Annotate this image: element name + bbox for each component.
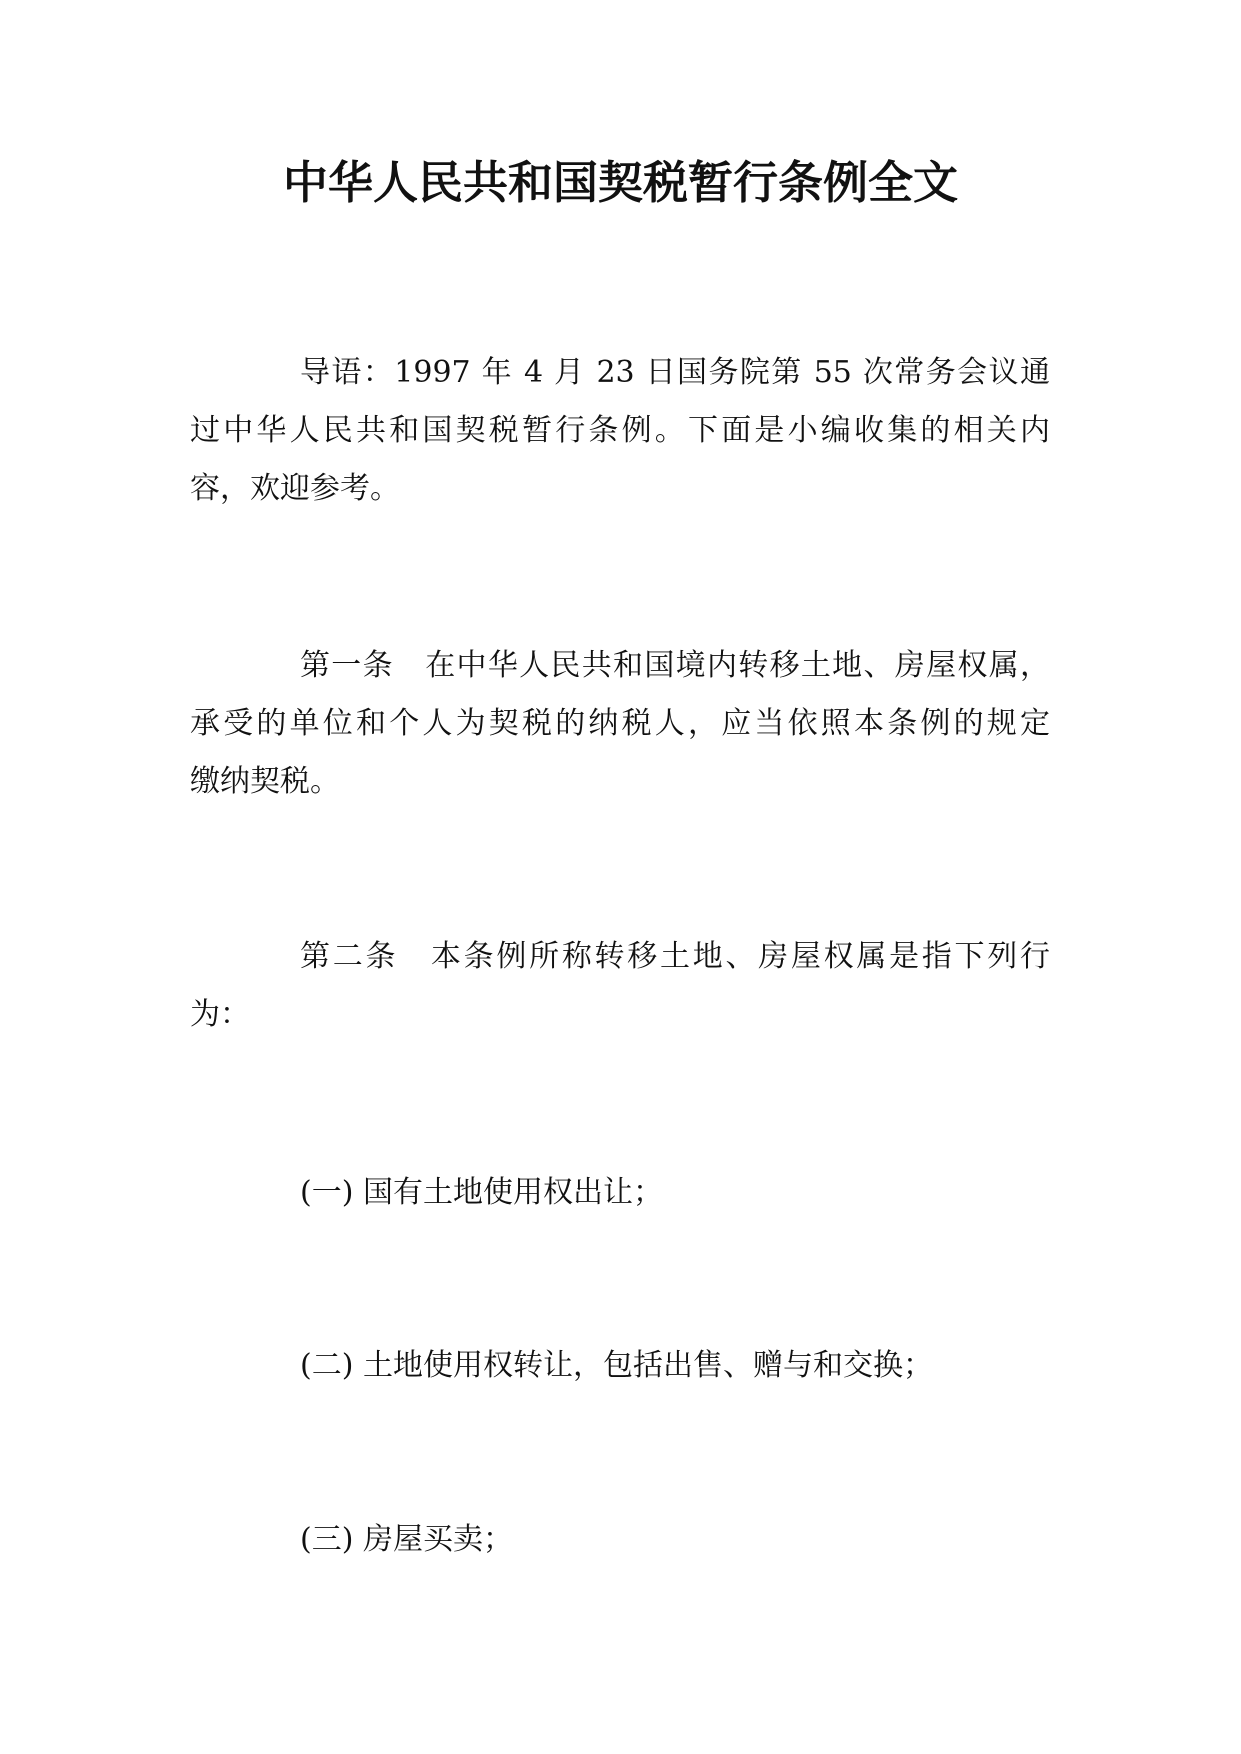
paragraph-line: 第二条 本条例所称转移土地、房屋权属是指下列行 — [300, 939, 1050, 974]
article-1-paragraph — [190, 637, 1050, 811]
paragraph-line: 承受的单位和个人为契税的纳税人，应当依照本条例的规定 — [190, 706, 1050, 741]
list-item — [190, 1164, 1050, 1222]
article-2-paragraph — [190, 928, 1050, 1044]
list-item-text: (三) 房屋买卖； — [300, 1522, 513, 1557]
paragraph-line: 导语：1997 年 4 月 23 日国务院第 55 次常务会议通 — [300, 355, 1050, 390]
document-title: 中华人民共和国契税暂行条例全文 — [282, 156, 958, 209]
intro-paragraph — [190, 344, 1050, 518]
list-item-text: (一) 国有土地使用权出让； — [300, 1175, 663, 1210]
paragraph-line: 容，欢迎参考。 — [190, 471, 400, 506]
paragraph-line: 过中华人民共和国契税暂行条例。下面是小编收集的相关内 — [190, 413, 1050, 448]
list-item-text: (二) 土地使用权转让，包括出售、赠与和交换； — [300, 1348, 933, 1383]
list-item — [190, 1511, 1050, 1569]
paragraph-line: 为： — [190, 997, 250, 1032]
list-item — [190, 1337, 1050, 1395]
paragraph-line: 第一条 在中华人民共和国境内转移土地、房屋权属， — [300, 648, 1050, 683]
paragraph-line: 缴纳契税。 — [190, 764, 340, 799]
